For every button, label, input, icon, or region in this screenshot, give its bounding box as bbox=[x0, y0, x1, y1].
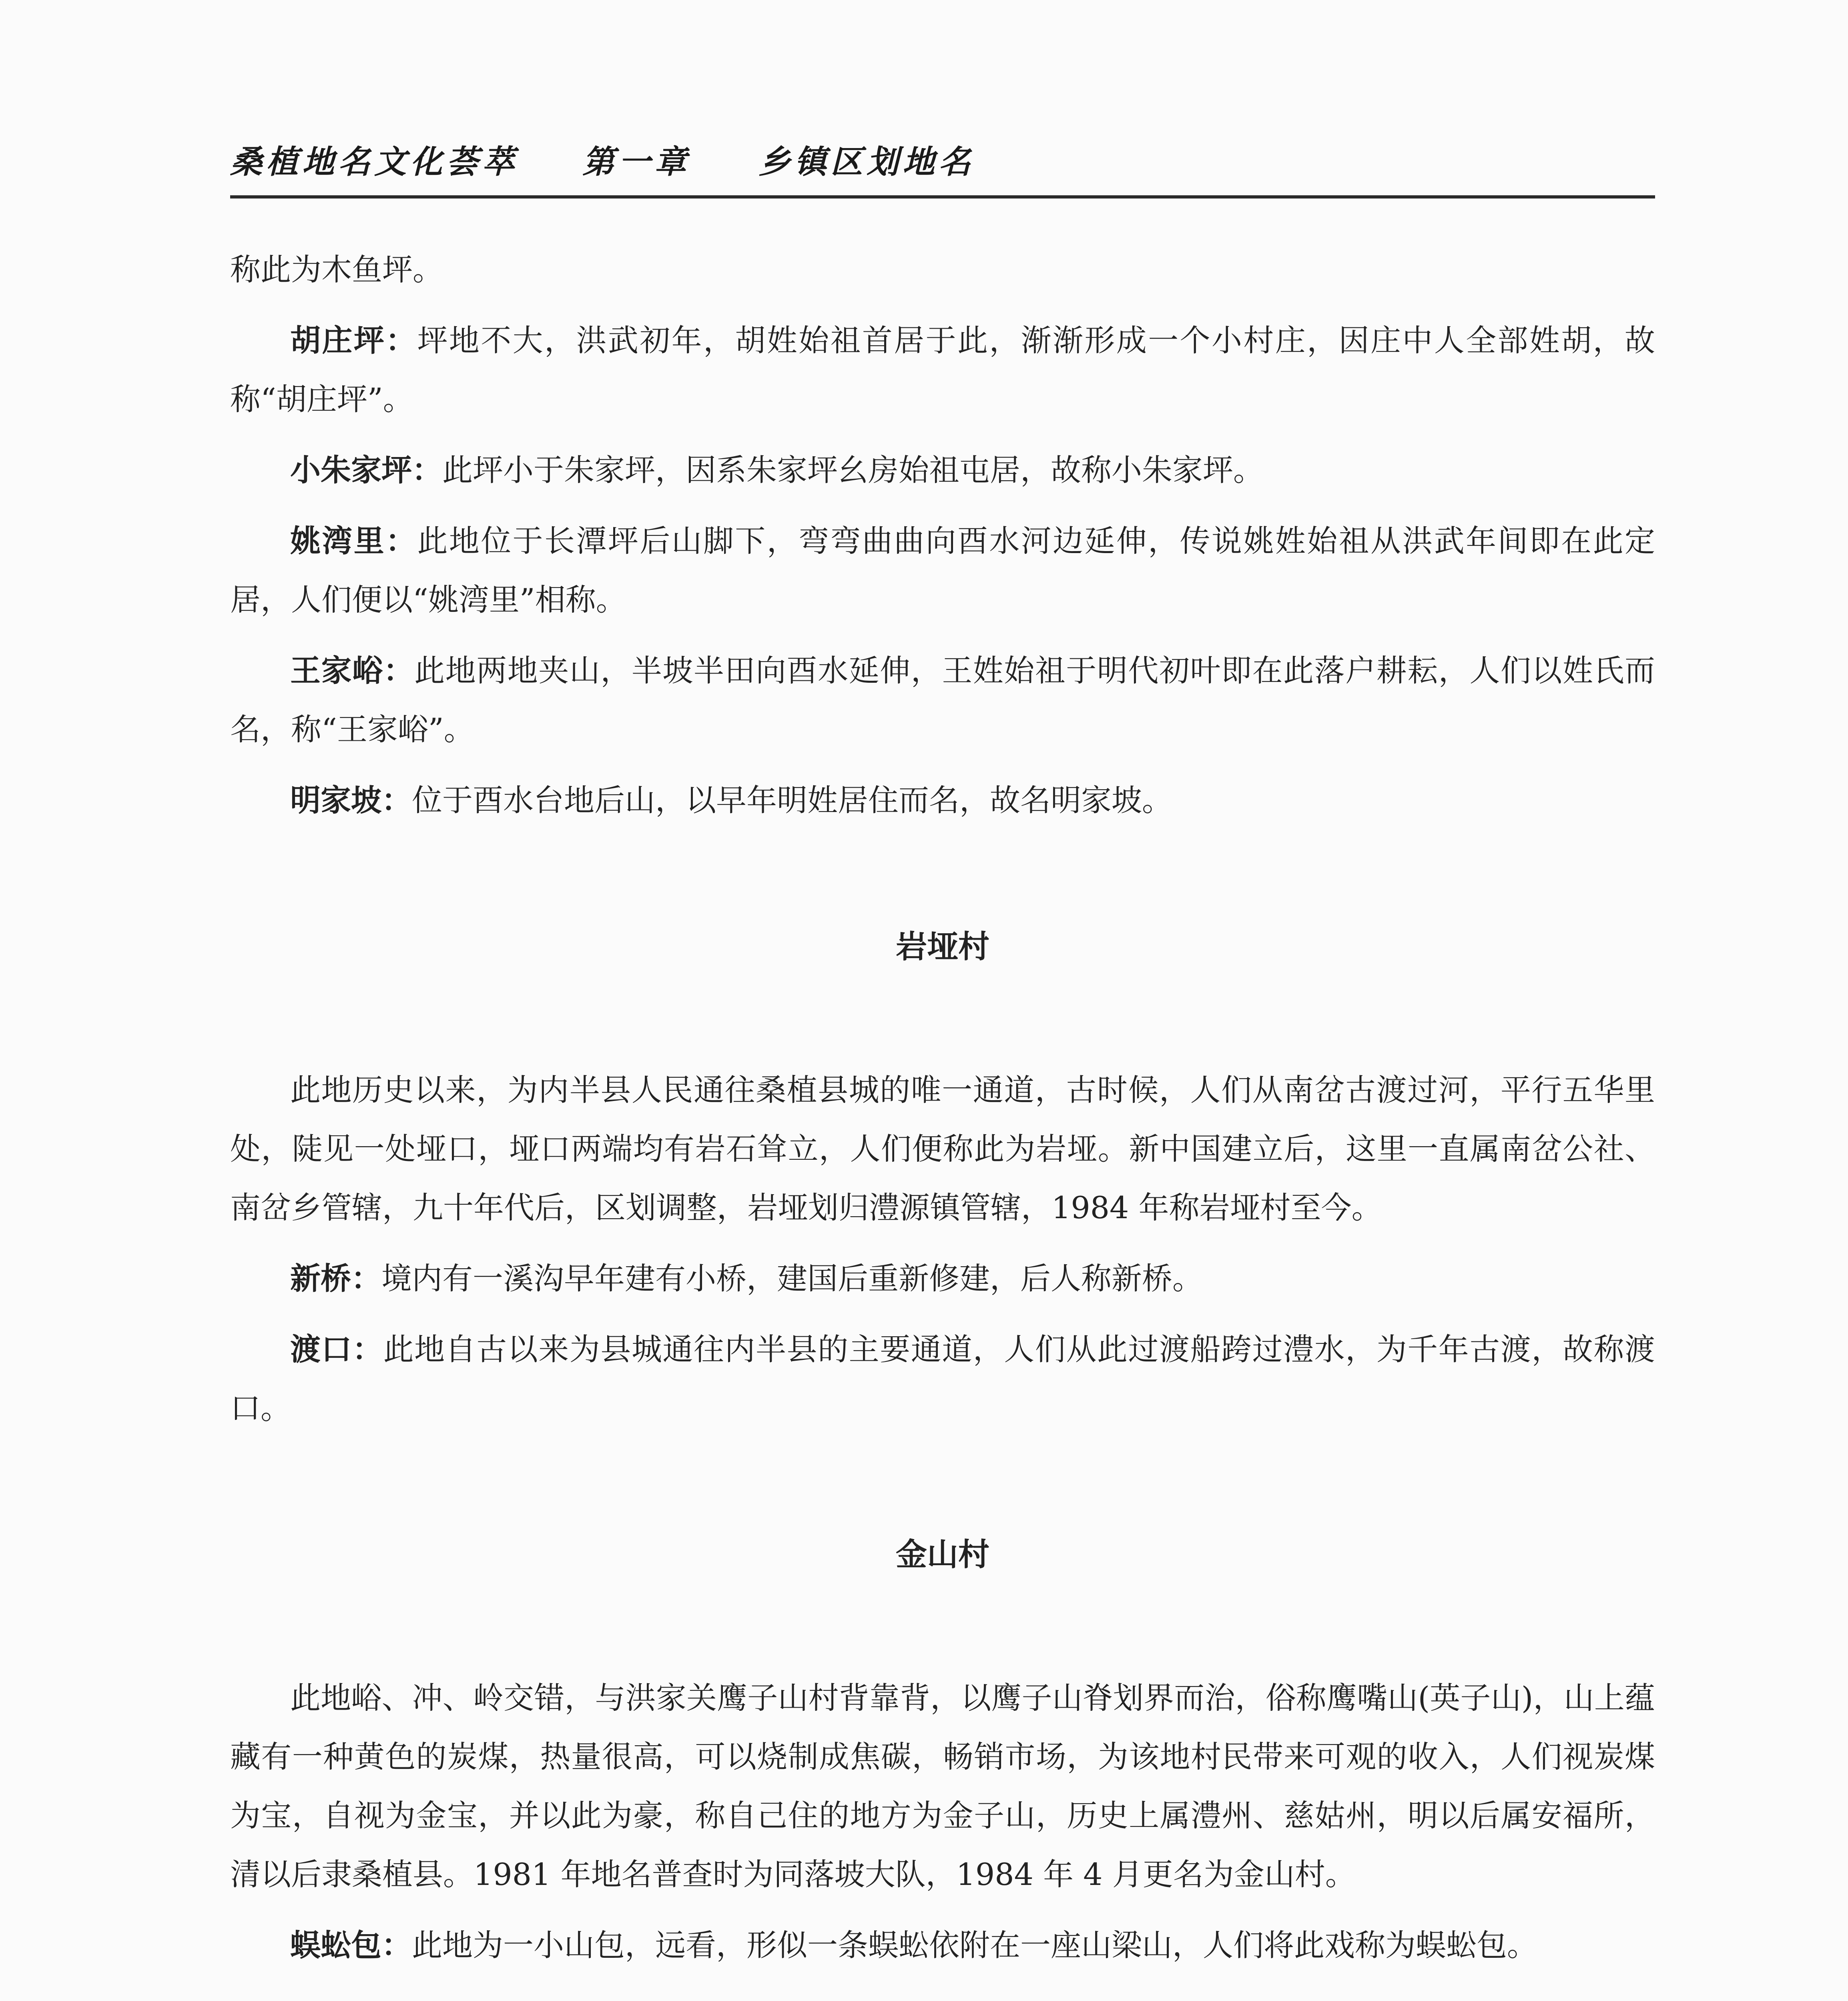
village-heading-jin-shan: 金山村 bbox=[895, 1537, 989, 1573]
village-heading-yan-ya: 岩垭村 bbox=[895, 929, 989, 965]
running-header bbox=[230, 136, 1655, 184]
entry-term: 蜈蚣包： bbox=[290, 1927, 412, 1963]
entry-term: 明家坡： bbox=[290, 782, 412, 818]
entry-term: 胡庄坪： bbox=[290, 323, 417, 358]
entry-term: 王家峪： bbox=[290, 653, 415, 688]
intro-fragment: 称此为木鱼坪。 bbox=[230, 252, 443, 287]
header-section: 乡镇区划地名 bbox=[758, 143, 975, 180]
entry-xiao-zhu-jia-ping bbox=[230, 441, 1655, 499]
header-chapter: 第一章 bbox=[582, 143, 690, 180]
entry-text: 坪地不大，洪武初年，胡姓始祖首居于此，渐渐形成一个小村庄，因庄中人全部姓胡，故称“胡庄坪”。 bbox=[230, 323, 1655, 417]
entry-text: 此地自古以来为县城通往内半县的主要通道，人们从此过渡船跨过澧水，为千年古渡，故称渡口。 bbox=[230, 1331, 1655, 1426]
entry-wu-gong-bao bbox=[230, 1916, 1655, 1975]
entry-term: 小朱家坪： bbox=[290, 452, 442, 488]
entry-term: 新桥： bbox=[290, 1261, 381, 1296]
entry-text: 位于酉水台地后山，以早年明姓居住而名，故名明家坡。 bbox=[412, 782, 1172, 818]
entry-text: 此地位于长潭坪后山脚下，弯弯曲曲向酉水河边延伸，传说姚姓始祖从洪武年间即在此定居，人们便以“姚湾里”相称。 bbox=[230, 523, 1655, 618]
entry-yao-wan-li bbox=[230, 511, 1655, 629]
entry-xin-qiao bbox=[230, 1249, 1655, 1308]
body-text bbox=[230, 240, 1655, 1987]
header-rule bbox=[230, 195, 1655, 198]
entry-text: 此地两地夹山，半坡半田向酉水延伸，王姓始祖于明代初叶即在此落户耕耘，人们以姓氏而名，称“王家峪”。 bbox=[230, 653, 1655, 747]
entry-term: 渡口： bbox=[290, 1331, 383, 1367]
entry-text: 境内有一溪沟早年建有小桥，建国后重新修建，后人称新桥。 bbox=[381, 1261, 1203, 1296]
entry-wang-jia-yu bbox=[230, 641, 1655, 759]
entry-text: 此地为一小山包，远看，形似一条蜈蚣依附在一座山梁山，人们将此戏称为蜈蚣包。 bbox=[412, 1927, 1537, 1963]
header-book-title: 桑植地名文化荟萃 bbox=[230, 143, 518, 180]
village-description-yan-ya: 此地历史以来，为内半县人民通往桑植县城的唯一通道，古时候，人们从南岔古渡过河，平行五华里处，陡见一处垭口，垭口两端均有岩石耸立，人们便称此为岩垭。新中国建立后，这里一直属南岔公社、南岔乡管辖，九十年代后，区划调整，岩垭划归澧源镇管辖，1984 年称岩垭村至今。 bbox=[230, 1072, 1655, 1225]
entry-hu-zhuang-ping bbox=[230, 311, 1655, 429]
entry-text: 此坪小于朱家坪，因系朱家坪幺房始祖屯居，故称小朱家坪。 bbox=[442, 452, 1264, 488]
entry-term: 姚湾里： bbox=[290, 523, 417, 559]
village-description-jin-shan: 此地峪、冲、岭交错，与洪家关鹰子山村背靠背，以鹰子山脊划界而治，俗称鹰嘴山(英子山)，山上蕴藏有一种黄色的炭煤，热量很高，可以烧制成焦碳，畅销市场，为该地村民带来可观的收入，人们视炭煤为宝，自视为金宝，并以此为豪，称自己住的地方为金子山，历史上属澧州、慈姑州，明以后属安福所，清以后隶桑植县。1981 年地名普查时为同落坡大队，1984 年 4 月更名为金山村。 bbox=[230, 1680, 1655, 1892]
entry-ming-jia-po bbox=[230, 771, 1655, 830]
entry-du-kou bbox=[230, 1320, 1655, 1438]
